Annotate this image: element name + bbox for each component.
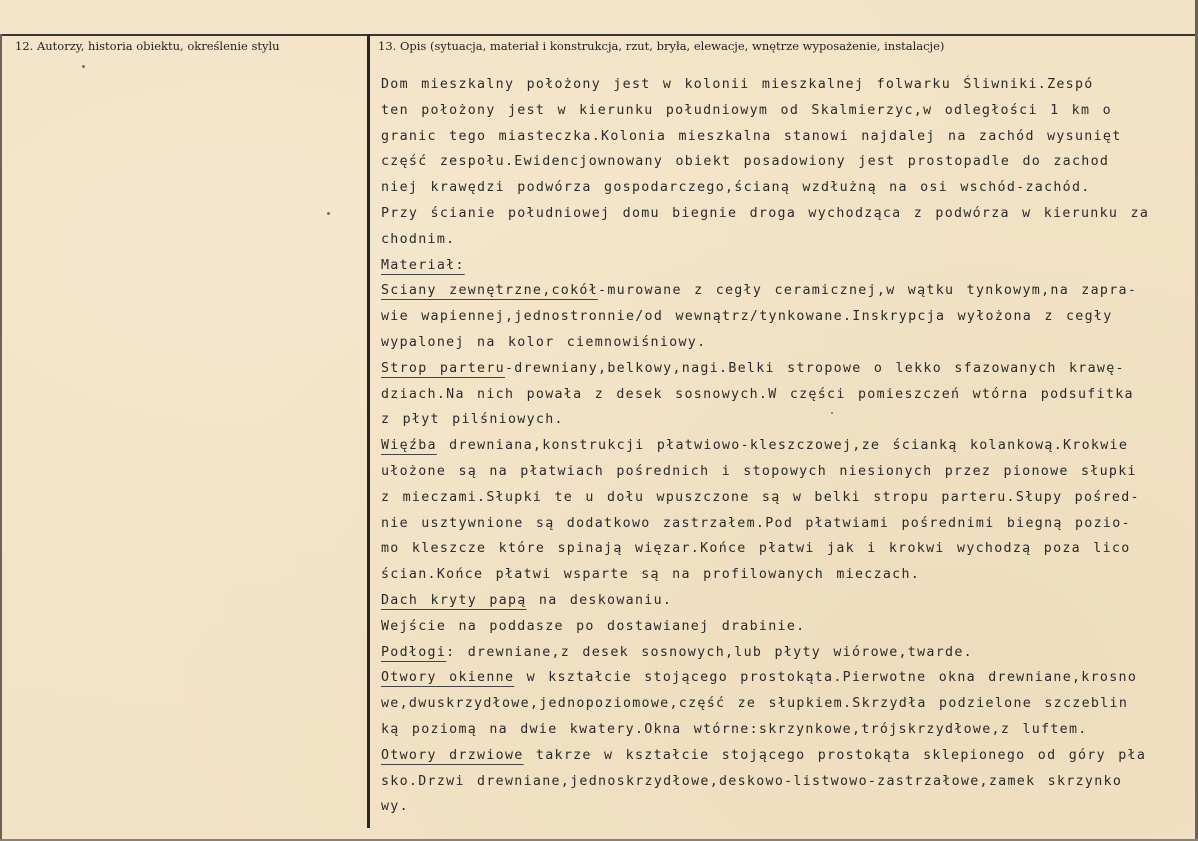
line-text: w kształcie stojącego prostokąta.Pierwotne okna drewniane,krosno: [514, 670, 1138, 686]
line-text: niej krawędzi podwórza gospodarczego,ścianą wzdłużną na osi wschód-zachód.: [381, 180, 1091, 196]
form-left-edge: [0, 34, 2, 841]
description-line: [381, 717, 1176, 743]
line-text: mo kleszcze które spinają więzar.Końce płatwi jak i krokwi wychodzą poza lico: [381, 541, 1131, 557]
description-line: [381, 304, 1176, 330]
description-line: [381, 278, 1176, 304]
description-line: [381, 253, 1176, 279]
line-text: ką poziomą na dwie kwatery.Okna wtórne:skrzynkowe,trójskrzydłowe,z luftem.: [381, 721, 1088, 737]
description-line: [381, 794, 1176, 820]
line-text: Przy ścianie południowej domu biegnie droga wychodząca z podwórza w kierunku za: [381, 205, 1150, 221]
line-text: z mieczami.Słupki te u dołu wpuszczone są w belki stropu parteru.Słupy pośred-: [381, 489, 1140, 505]
line-text: drewniana,konstrukcji płatwiowo-kleszczowej,ze ścianką kolankową.Krokwie: [436, 438, 1129, 454]
underlined-term: Dach kryty papą: [381, 592, 527, 608]
description-line: [381, 562, 1176, 588]
description-line: [381, 614, 1176, 640]
description-line: [381, 640, 1176, 666]
description-line: [381, 485, 1176, 511]
description-line: [381, 227, 1176, 253]
line-text: na deskowaniu.: [526, 592, 673, 608]
line-text: ułożone są na płatwiach pośrednich i stopowych niesionych przez pionowe słupki: [381, 463, 1137, 479]
line-text: chodnim.: [381, 231, 456, 247]
description-line: [381, 149, 1176, 175]
underlined-term: Więźba: [381, 438, 437, 454]
description-line: [381, 743, 1176, 769]
description-line: [381, 433, 1176, 459]
line-text: nie usztywnione są dodatkowo zastrzałem.Pod płatwiami pośrednimi biegną pozio-: [381, 515, 1131, 531]
line-text: część zespołu.Ewidencjownowany obiekt posadowiony jest prostopadle do zachod: [381, 154, 1110, 170]
line-text: ścian.Końce płatwi wsparte są na profilowanych mieczach.: [381, 567, 921, 583]
line-text: -murowane z cegły ceramicznej,w wątku tynkowym,na zapra-: [598, 283, 1138, 299]
line-text: wie wapiennej,jednostronnie/od wewnątrz/tynkowane.Inskrypcja wyłożona z cegły: [381, 309, 1113, 325]
line-text: -drewniany,belkowy,nagi.Belki stropowe o lekko sfazowanych krawę-: [504, 360, 1125, 376]
description-line: [381, 72, 1176, 98]
description-line: [381, 536, 1176, 562]
description-line: [381, 201, 1176, 227]
column-divider: [367, 34, 370, 828]
description-line: [381, 330, 1176, 356]
description-line: [381, 124, 1176, 150]
description-line: [381, 511, 1176, 537]
description-line: [381, 98, 1176, 124]
line-text: takrze w kształcie stojącego prostokąta sklepionego od góry pła: [523, 747, 1147, 763]
paper-speck: [327, 212, 330, 215]
underlined-term: Strop parteru: [381, 360, 505, 376]
section-12-heading: 12. Autorzy, historia obiektu, określenie stylu: [15, 39, 280, 53]
description-body: [381, 72, 1176, 820]
underlined-term: Materiał:: [381, 257, 465, 273]
line-text: ten położony jest w kierunku południowym od Skalmierzyc,w odległości 1 km o: [381, 102, 1112, 118]
line-text: : drewniane,z desek sosnowych,lub płyty wiórowe,twarde.: [446, 644, 973, 660]
line-text: z płyt pilśniowych.: [381, 412, 564, 428]
description-line: [381, 691, 1176, 717]
description-line: [381, 588, 1176, 614]
paper-speck: [831, 412, 833, 414]
form-top-rule: [0, 34, 1198, 36]
line-text: Dom mieszkalny położony jest w kolonii mieszkalnej folwarku Śliwniki.Zespó: [381, 77, 1094, 92]
section-13-heading: 13. Opis (sytuacja, materiał i konstrukcja, rzut, bryła, elewacje, wnętrze wyposażenie, instalacje): [378, 39, 945, 53]
underlined-term: Sciany zewnętrzne,cokół: [381, 283, 599, 299]
description-line: [381, 665, 1176, 691]
line-text: sko.Drzwi drewniane,jednoskrzydłowe,deskowo-listwowo-zastrzałowe,zamek skrzynko: [381, 773, 1123, 789]
line-text: we,dwuskrzydłowe,jednopoziomowe,część ze słupkiem.Skrzydła podzielone szczeblin: [381, 696, 1129, 712]
description-line: [381, 175, 1176, 201]
description-line: [381, 382, 1176, 408]
description-line: [381, 356, 1176, 382]
line-text: wy.: [381, 799, 409, 815]
line-text: granic tego miasteczka.Kolonia mieszkalna stanowi najdalej na zachód wysunięt: [381, 128, 1122, 144]
description-line: [381, 769, 1176, 795]
line-text: wypalonej na kolor ciemnowiśniowy.: [381, 334, 707, 350]
line-text: dziach.Na nich powała z desek sosnowych.W części pomieszczeń wtórna podsufitka: [381, 386, 1134, 402]
line-text: Wejście na poddasze po dostawianej drabinie.: [381, 618, 806, 634]
description-line: [381, 407, 1176, 433]
underlined-term: Otwory drzwiowe: [381, 747, 524, 763]
underlined-term: Podłogi: [381, 644, 447, 660]
description-line: [381, 459, 1176, 485]
paper-speck: [82, 65, 85, 68]
underlined-term: Otwory okienne: [381, 670, 515, 686]
